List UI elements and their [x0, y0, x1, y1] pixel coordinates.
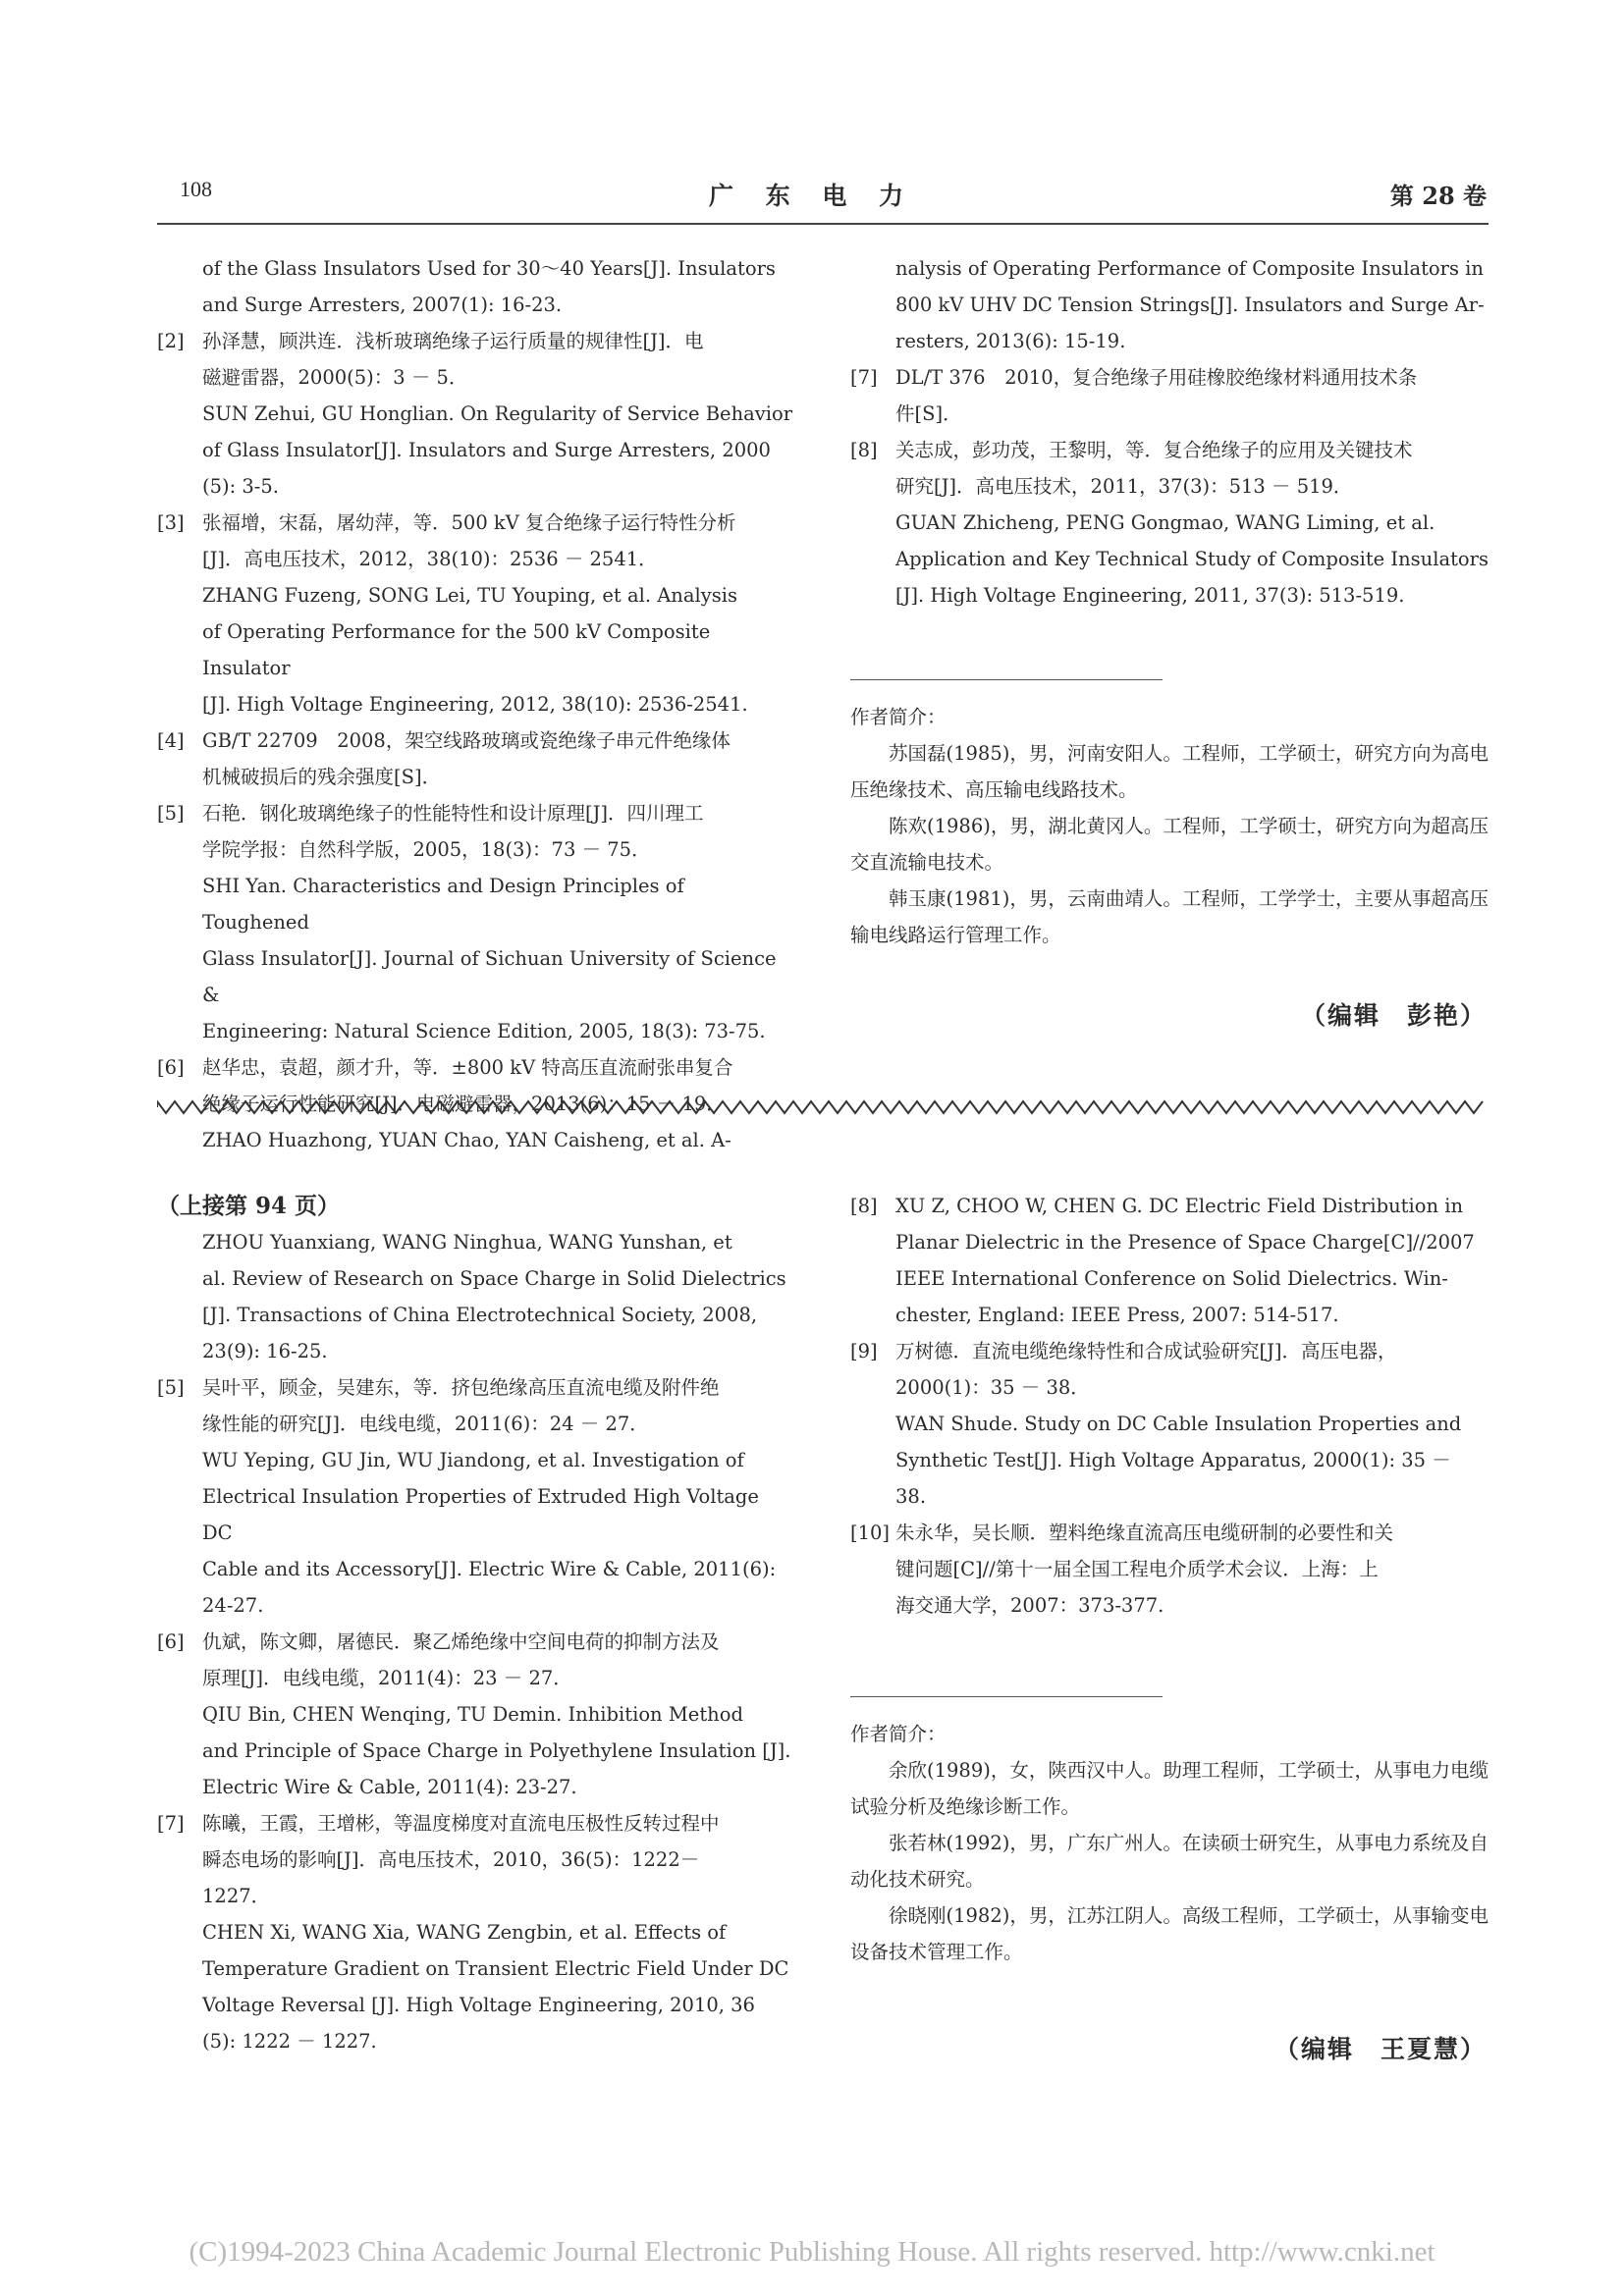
reference-line: Electric Wire & Cable, 2011(4): 23-27.	[202, 1776, 577, 1798]
reference-entry	[157, 722, 793, 795]
reference-line: 研究[J]．高电压技术，2011，37(3)：513 － 519．	[895, 475, 1353, 498]
reference-line: 24-27.	[202, 1594, 264, 1617]
reference-line: 磁避雷器，2000(5)：3 － 5．	[202, 366, 468, 389]
references-bottom-right	[850, 1188, 1489, 1624]
reference-line: of Glass Insulator[J]. Insulators and Surge Arresters, 2000	[202, 439, 771, 461]
reference-line: Electrical Insulation Properties of Extruded High Voltage DC	[202, 1485, 759, 1544]
reference-line: 800 kV UHV DC Tension Strings[J]. Insulators and Surge Ar-	[895, 294, 1485, 316]
reference-number: [2]	[157, 330, 185, 352]
author-divider-bottom	[850, 1696, 1163, 1697]
editor-top: （编辑 彭艳）	[1300, 1001, 1487, 1030]
reference-line: 机械破损后的残余强度[S]．	[202, 766, 442, 788]
reference-line: [J]. Transactions of China Electrotechnical Society, 2008,	[202, 1304, 758, 1326]
reference-line: of Operating Performance for the 500 kV Composite Insulator	[202, 620, 711, 679]
reference-line: 原理[J]．电线电缆，2011(4)：23 － 27．	[202, 1667, 572, 1689]
reference-number: [7]	[850, 366, 878, 389]
reference-line: 张福增，宋磊，屠幼萍，等．500 kV 复合绝缘子运行特性分析	[202, 511, 736, 534]
author-intro-title: 作者简介：	[850, 1723, 947, 1745]
reference-line: 吴叶平，顾金，吴建东，等．挤包绝缘高压直流电缆及附件绝	[202, 1376, 720, 1399]
reference-number	[157, 1224, 202, 1369]
page-number: 108	[180, 177, 212, 201]
continued-from-label: （上接第 94 页）	[157, 1193, 341, 1219]
reference-line: ZHOU Yuanxiang, WANG Ninghua, WANG Yunshan, et	[202, 1231, 732, 1254]
reference-number: [7]	[157, 1812, 185, 1835]
editor-bottom: （编辑 王夏慧）	[1273, 2035, 1487, 2063]
reference-line: of the Glass Insulators Used for 30～40 Years[J]. Insulators	[202, 257, 776, 280]
reference-line: al. Review of Research on Space Charge in Solid Dielectrics	[202, 1267, 786, 1290]
reference-entry	[157, 1224, 793, 1369]
reference-line: 23(9): 16-25.	[202, 1340, 328, 1362]
reference-number	[850, 250, 895, 359]
reference-line: Planar Dielectric in the Presence of Space Charge[C]//2007	[895, 1231, 1475, 1254]
reference-number: [4]	[157, 729, 185, 752]
reference-line: 2000(1)：35 － 38．	[895, 1376, 1090, 1399]
reference-number: [8]	[850, 1195, 878, 1217]
author-divider-top	[850, 679, 1163, 680]
reference-line: 瞬态电场的影响[J]．高电压技术，2010，36(5)：1222－	[202, 1848, 700, 1871]
reference-text	[895, 359, 1489, 432]
reference-text	[202, 1369, 793, 1624]
reference-text	[202, 1224, 793, 1369]
reference-line: [J]. High Voltage Engineering, 2012, 38(10): 2536-2541.	[202, 693, 748, 716]
reference-line: 件[S]．	[895, 402, 962, 425]
reference-line: Engineering: Natural Science Edition, 2005, 18(3): 73-75.	[202, 1020, 766, 1042]
reference-line: GUAN Zhicheng, PENG Gongmao, WANG Liming, et al.	[895, 511, 1435, 534]
reference-line: 石艳．钢化玻璃绝缘子的性能特性和设计原理[J]．四川理工	[202, 802, 704, 825]
reference-line: QIU Bin, CHEN Wenqing, TU Demin. Inhibition Method	[202, 1703, 743, 1726]
reference-line: 1227．	[202, 1885, 271, 1907]
reference-line: Application and Key Technical Study of Composite Insulators	[895, 548, 1489, 570]
reference-line: 缘性能的研究[J]．电线电缆，2011(6)：24 － 27．	[202, 1413, 649, 1435]
reference-line: [J]. High Voltage Engineering, 2011, 37(3): 513-519.	[895, 584, 1405, 607]
author-bio: 张若林(1992)，男，广东广州人。在读硕士研究生，从事电力系统及自动化技术研究。	[850, 1832, 1489, 1891]
reference-line: 朱永华，吴长顺．塑料绝缘直流高压电缆研制的必要性和关	[895, 1522, 1394, 1544]
reference-line: Synthetic Test[J]. High Voltage Apparatus, 2000(1): 35 －	[895, 1449, 1451, 1471]
reference-line: Cable and its Accessory[J]. Electric Wire & Cable, 2011(6):	[202, 1558, 777, 1580]
reference-line: 绝缘子运行性能研究[J]．电磁避雷器，2013(6)：15 － 19．	[202, 1093, 726, 1115]
reference-line: GB/T 22709 2008，架空线路玻璃或瓷绝缘子串元件绝缘体	[202, 729, 731, 752]
reference-line: 孙泽慧，顾洪连．浅析玻璃绝缘子运行质量的规律性[J]．电	[202, 330, 704, 352]
reference-text	[895, 1333, 1489, 1515]
reference-line: 关志成，彭功茂，王黎明，等．复合绝缘子的应用及关键技术	[895, 439, 1413, 461]
reference-entry	[850, 1188, 1489, 1333]
reference-entry	[157, 250, 793, 323]
reference-number: [9]	[850, 1340, 878, 1362]
section-wave-divider	[157, 1097, 1489, 1117]
references-top-right	[850, 250, 1489, 614]
reference-text	[202, 250, 793, 323]
volume-label: 第 28 卷	[1389, 182, 1487, 210]
reference-text	[202, 1805, 793, 2059]
reference-entry	[157, 1805, 793, 2059]
reference-line: WU Yeping, GU Jin, WU Jiandong, et al. Investigation of	[202, 1449, 744, 1471]
reference-text	[895, 250, 1489, 359]
references-top-left	[157, 250, 793, 1158]
reference-number: [6]	[157, 1630, 185, 1653]
reference-number: [5]	[157, 1376, 185, 1399]
reference-line: Temperature Gradient on Transient Electric Field Under DC	[202, 1957, 789, 1980]
reference-entry	[850, 359, 1489, 432]
reference-number: [8]	[850, 439, 878, 461]
reference-line: Glass Insulator[J]. Journal of Sichuan University of Science &	[202, 947, 777, 1006]
author-bio: 余欣(1989)，女，陕西汉中人。助理工程师，工学硕士，从事电力电缆试验分析及绝缘诊断工作。	[850, 1759, 1489, 1818]
reference-number: [3]	[157, 511, 185, 534]
reference-line: and Surge Arresters, 2007(1): 16-23.	[202, 294, 563, 316]
author-bio: 韩玉康(1981)，男，云南曲靖人。工程师，工学学士，主要从事超高压输电线路运行管理工作。	[850, 887, 1489, 946]
reference-text	[202, 795, 793, 1049]
reference-line: WAN Shude. Study on DC Cable Insulation Properties and	[895, 1413, 1462, 1435]
reference-line: IEEE International Conference on Solid Dielectrics. Win-	[895, 1267, 1448, 1290]
reference-line: SHI Yan. Characteristics and Design Principles of Toughened	[202, 875, 684, 934]
reference-line: (5): 3-5.	[202, 475, 279, 498]
author-bio: 陈欢(1986)，男，湖北黄冈人。工程师，工学硕士，研究方向为超高压交直流输电技术。	[850, 815, 1489, 874]
reference-entry	[157, 505, 793, 722]
reference-entry	[157, 795, 793, 1049]
reference-text	[202, 323, 793, 505]
reference-text	[895, 1188, 1489, 1333]
reference-entry	[850, 432, 1489, 614]
reference-line: 海交通大学，2007：373-377.	[895, 1594, 1164, 1617]
reference-number: [5]	[157, 802, 185, 825]
reference-line: 学院学报：自然科学版，2005，18(3)：73 － 75．	[202, 838, 651, 861]
reference-entry	[850, 250, 1489, 359]
author-bio: 徐晓刚(1982)，男，江苏江阴人。高级工程师，工学硕士，从事输变电设备技术管理工作。	[850, 1904, 1489, 1963]
reference-line: and Principle of Space Charge in Polyethylene Insulation [J].	[202, 1739, 791, 1762]
reference-line: CHEN Xi, WANG Xia, WANG Zengbin, et al. Effects of	[202, 1921, 727, 1944]
reference-entry	[157, 1369, 793, 1624]
reference-text	[202, 722, 793, 795]
reference-line: (5): 1222 － 1227.	[202, 2030, 377, 2053]
reference-entry	[157, 1624, 793, 1805]
reference-number	[157, 250, 202, 323]
reference-line: 仇斌，陈文卿，屠德民．聚乙烯绝缘中空间电荷的抑制方法及	[202, 1630, 720, 1653]
reference-text	[895, 432, 1489, 614]
reference-entry	[850, 1515, 1489, 1624]
reference-line: 万树德．直流电缆绝缘特性和合成试验研究[J]．高压电器，	[895, 1340, 1397, 1362]
reference-text	[895, 1515, 1489, 1624]
journal-title: 广 东 电 力	[708, 182, 916, 210]
reference-line: [J]．高电压技术，2012，38(10)：2536 － 2541．	[202, 548, 658, 570]
author-bio: 苏国磊(1985)，男，河南安阳人。工程师，工学硕士，研究方向为高电压绝缘技术、高压输电线路技术。	[850, 742, 1489, 801]
copyright-footer: (C)1994-2023 China Academic Journal Electronic Publishing House. All rights reserved. http://www.cnki.net	[189, 2236, 1435, 2268]
reference-entry	[157, 323, 793, 505]
reference-line: 38.	[895, 1485, 927, 1508]
reference-entry	[850, 1333, 1489, 1515]
author-bios-top	[850, 699, 1489, 953]
author-intro-title: 作者简介：	[850, 706, 947, 728]
reference-line: Voltage Reversal [J]. High Voltage Engineering, 2010, 36	[202, 1994, 755, 2016]
reference-line: ZHAO Huazhong, YUAN Chao, YAN Caisheng, et al. A-	[202, 1129, 731, 1151]
header-rule	[157, 223, 1489, 225]
reference-line: 键问题[C]//第十一届全国工程电介质学术会议．上海：上	[895, 1558, 1379, 1580]
reference-line: 赵华忠，袁超，颜才升，等．±800 kV 特高压直流耐张串复合	[202, 1056, 733, 1079]
references-bottom-left	[157, 1188, 793, 2059]
reference-line: chester, England: IEEE Press, 2007: 514-517.	[895, 1304, 1339, 1326]
reference-text	[202, 505, 793, 722]
reference-line: SUN Zehui, GU Honglian. On Regularity of Service Behavior	[202, 402, 793, 425]
reference-line: DL/T 376 2010，复合绝缘子用硅橡胶绝缘材料通用技术条	[895, 366, 1418, 389]
reference-line: ZHANG Fuzeng, SONG Lei, TU Youping, et al. Analysis	[202, 584, 738, 607]
author-bios-bottom	[850, 1716, 1489, 1970]
reference-line: 陈曦，王霞，王增彬，等温度梯度对直流电压极性反转过程中	[202, 1812, 720, 1835]
reference-number: [6]	[157, 1056, 185, 1079]
reference-line: XU Z, CHOO W, CHEN G. DC Electric Field Distribution in	[895, 1195, 1464, 1217]
reference-line: resters, 2013(6): 15-19.	[895, 330, 1126, 352]
reference-line: nalysis of Operating Performance of Composite Insulators in	[895, 257, 1484, 280]
reference-text	[202, 1624, 793, 1805]
reference-number: [10]	[850, 1522, 891, 1544]
